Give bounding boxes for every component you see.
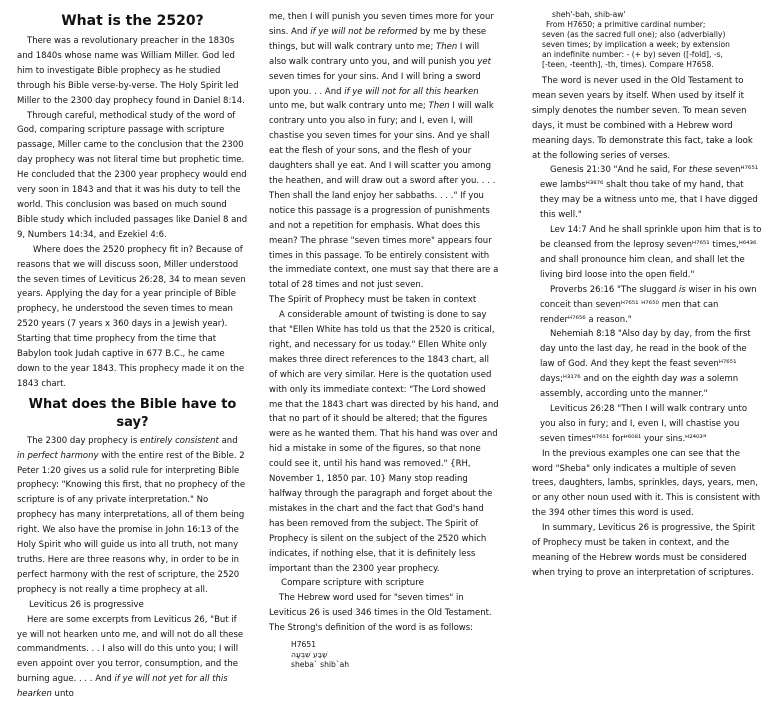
column-left — [17, 10, 248, 702]
paragraph: The word is never used in the Old Testament to mean seven years by itself. When used by itself it simply denotes the number seven. To mean seven days, it must be combined with a Hebrew word meaning days. To demonstrate this fact, take a look at the following series of verses. — [532, 76, 753, 161]
paragraph: A considerable amount of twisting is done to say that "Ellen White has told us that the 2520 is critical, right, and necessary for us today." Ellen White only makes three direct references to the 1843 chart, all of which are very similar. Here is the quotation used with only its immediate context: "The Lord showed me that the 1843 chart was directed by his hand, and that no part of it should be altered; that the figures were as he wanted them. That his hand was over and hid a mistake in some of the figures, so that none could see it, until his hand was removed." {RH, November 1, 1850 par. 10} Many stop reading halfway through the paragraph and forget about the mistakes in the chart and the fact that God's hand has been removed from the subject. The Spirit of Prophecy is silent on the subject of the 2520 which indicates, if nothing else, that it is definitely less important than the 2300 year prophecy. — [269, 310, 499, 574]
paragraph: me, then I will punish you seven times more for your sins. And if ye will not be reformed by me by these things, but will walk contrary unto me; Then I will also walk contrary unto you, and will punish you yet seven times for your sins. And I will bring a sword upon you. . . And if ye will not for all this hearken unto me, but walk contrary unto me; Then I will walk contrary unto you also in fury; and I, even I, will chastise you seven times for your sins. And ye shall eat the flesh of your sons, and the flesh of your daughters shall ye eat. And I will scatter you among the heathen, and will draw out a sword after you. . . . Then shall the land enjoy her sabbaths. . . ." If you notice this passage is a progression of punishments and not a repetition for emphasis. What does this mean? The phrase "seven times more" appears four times in this passage. To be entirely consistent with the immediate context, one must say that there are a total of 28 times and not just seven. — [269, 12, 499, 291]
column-right — [532, 10, 762, 581]
paragraph: In the previous examples one can see that the word "Sheba" only indicates a multiple of seven trees, daughters, lambs, sprinkles, days, years, men, or any other noun used with it. This is consistent with the 394 other times this word is used. — [532, 448, 761, 519]
definition-line: seven times; by implication a week; by extension — [542, 40, 730, 49]
subheading: Compare scripture with scripture — [281, 578, 425, 589]
column-middle — [269, 10, 499, 670]
transliteration: sheba` shib`ah — [291, 660, 350, 670]
verse: Leviticus 26:28 "Then I will walk contrary unto you also in fury; and I, even I, will chastise you seven timesᴴ⁷⁶⁵¹ forᴴ⁶⁰⁸¹ your sins.ᴴ²⁴⁰³" — [540, 403, 748, 444]
paragraph: Here are some excerpts from Leviticus 26, "But if ye will not hearken unto me, and will not do all these commandments. . . I also will do this unto you; I will even appoint over you terror, consumption, and the burning ague. . . . And if ye will not yet for all this hearken unto — [17, 614, 244, 700]
page-title: What is the 2520? — [61, 13, 204, 29]
definition-line: [-teen, -teenth], -th, times). Compare H7658. — [542, 60, 714, 69]
paragraph: There was a revolutionary preacher in the 1830s and 1840s whose name was William Miller. God led him to investigate Bible prophecy as he studied through his Bible verse-by-verse. The Holy Spirit led Miller to the 2300 day prophecy found in Daniel 8:14. — [17, 36, 245, 106]
verse: Nehemiah 8:18 "Also day by day, from the first day unto the last day, he read in the book of the law of God. And they kept the feast sevenᴴ⁷⁶⁵¹ days;ᴴ³¹⁷⁶ and on the eighth day was a solemn assembly, according unto the manner." — [540, 329, 751, 400]
paragraph: Where does the 2520 prophecy fit in? Because of reasons that we will discuss soon, Miller understood the seven times of Leviticus 26:28, 34 to mean seven years. Applying the day for a year principle of Bible prophecy, he understood the seven times to mean 2520 years (7 years x 360 days in a Jewish year). Starting that time prophecy from the time that Babylon took Judah captive in 677 B.C., he came down to the year 1843. This prophecy made it on the 1843 chart. — [17, 244, 246, 389]
strongs-number: H7651 — [291, 640, 317, 650]
section-heading: What does the Bible have to say? — [28, 396, 237, 430]
paragraph: In summary, Leviticus 26 is progressive, the Spirit of Prophecy must be taken in context, and the meaning of the Hebrew words must be considered when trying to prove an interpretation of scriptures. — [532, 523, 755, 578]
verse: Lev 14:7 And he shall sprinkle upon him that is to be cleansed from the leprosy sevenᴴ⁷⁶⁵¹ times,ᴴ⁶⁴³⁶ and shall pronounce him clean, and shall let the living bird loose into the open field." — [540, 225, 762, 280]
definition-line: an indefinite number: - (+ by) seven ([-fold], -s, — [542, 50, 723, 59]
verse: Genesis 21:30 "And he said, For these sevenᴴ⁷⁶⁵¹ ewe lambsᴴ³⁸⁷⁶ shalt thou take of my hand, that they may be a witness unto me, that I have digged this well." — [540, 165, 759, 221]
subheading: The Spirit of Prophecy must be taken in context — [269, 295, 477, 306]
paragraph: Through careful, methodical study of the word of God, comparing scripture passage with scripture passage, Miller came to the conclusion that the 2300 day prophecy was not literal time but prophetic time. He concluded that the 2300 year prophecy would end very soon in 1843 and that it was his duty to tell the world. This conclusion was based on much sound Bible study which included passages like Daniel 8 and 9, Numbers 14:34, and Ezekiel 4:6. — [17, 110, 248, 240]
definition-line: From H7650; a primitive cardinal number; — [546, 20, 706, 29]
verse: Proverbs 26:16 "The sluggard is wiser in his own conceit than sevenᴴ⁷⁶⁵¹ ᴴ⁷⁶⁵⁰ men that can renderᴴ⁷⁶⁵⁶ a reason." — [540, 284, 757, 325]
paragraph: The Hebrew word used for "seven times" in Leviticus 26 is used 346 times in the Old Testament. The Strong's definition of the word is as follows: — [269, 593, 492, 634]
definition-line: seven (as the sacred full one); also (adverbially) — [542, 30, 726, 39]
paragraph: The 2300 day prophecy is entirely consistent and in perfect harmony with the entire rest of the Bible. 2 Peter 1:20 gives us a solid rule for interpreting Bible prophecy: "Knowing this first, that no prophecy of the scripture is of any private interpretation." No prophecy has many interpretations, all of them being right. We also have the promise in John 16:13 of the Holy Spirit who will guide us into all truth, not many truths. Here are three reasons why, in order to be in perfect harmony with the rest of scripture, the 2520 prophecy is not really a time prophecy at all. — [17, 435, 246, 595]
hebrew-word: שֶׁבַע שִׁבְעָה — [291, 650, 328, 660]
strongs-definition — [532, 10, 762, 70]
subheading: Leviticus 26 is progressive — [29, 599, 144, 610]
definition-line: sheh'-bah, shib-aw' — [552, 10, 626, 19]
strongs-entry — [269, 640, 499, 670]
